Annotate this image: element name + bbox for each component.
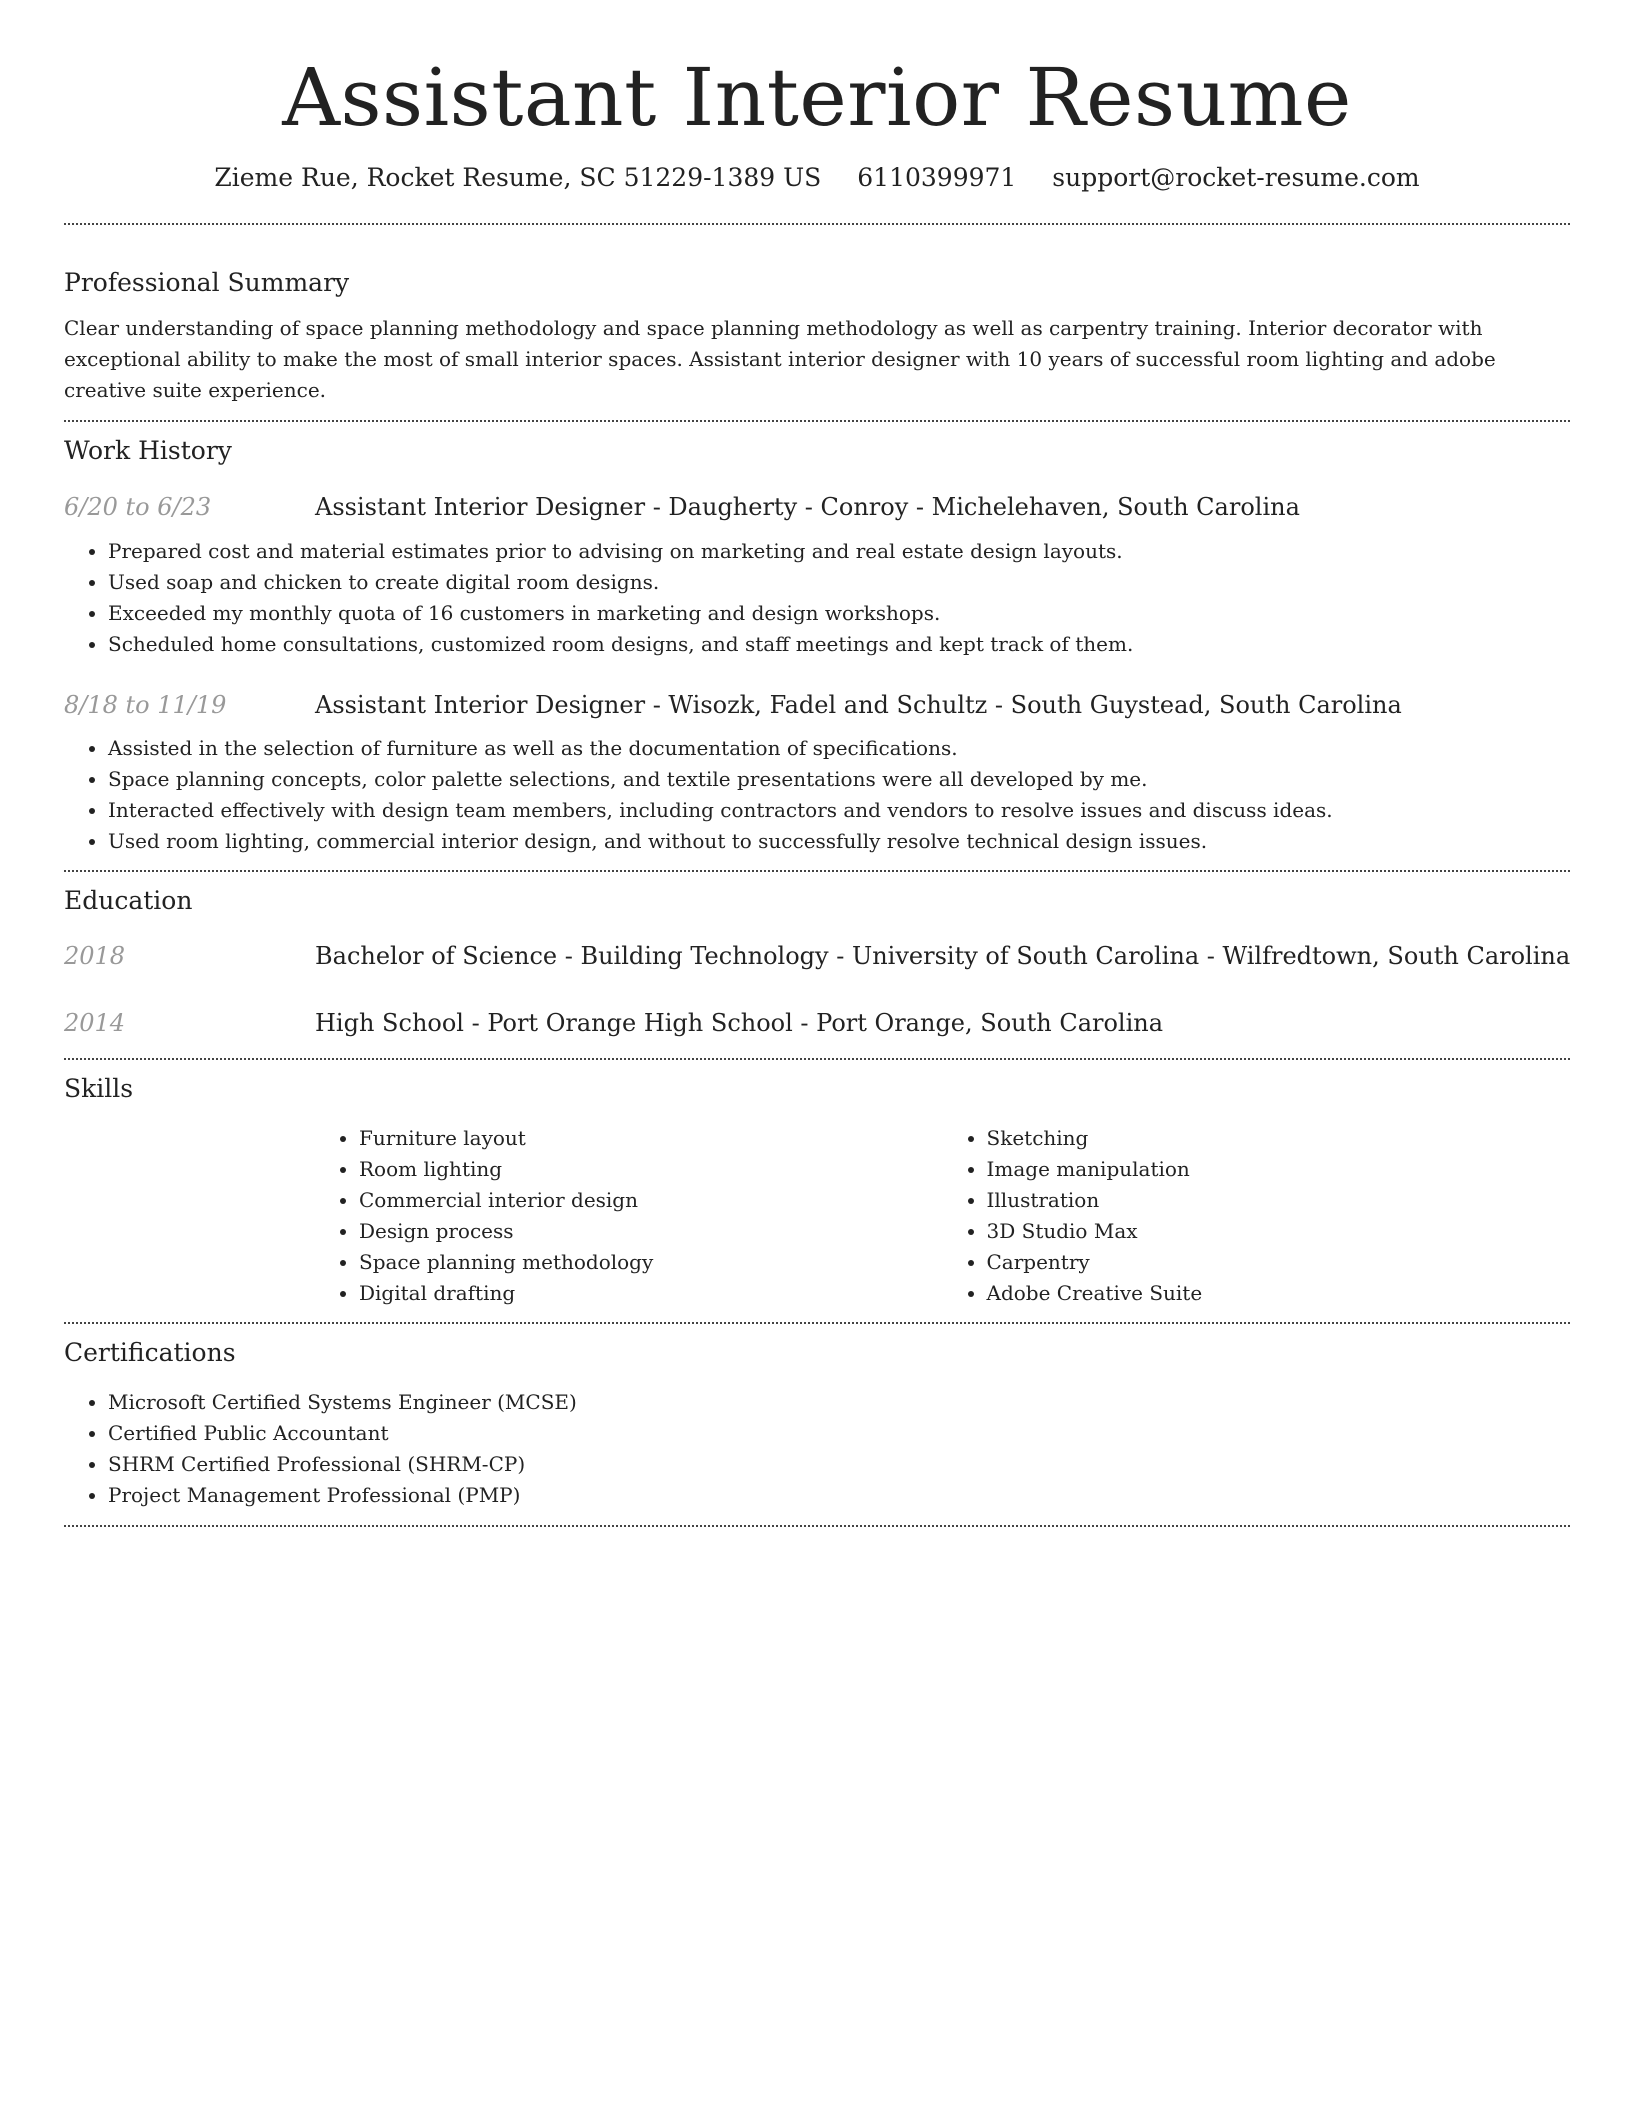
education-heading — [315, 940, 1570, 974]
contact-phone: 6110399971 — [857, 163, 1017, 192]
education-year: 2018 — [64, 942, 126, 971]
job-dates: 8/18 to 11/19 — [64, 690, 227, 719]
section-heading: Work History — [64, 436, 232, 465]
job-heading — [315, 491, 1300, 525]
section-education — [64, 883, 1570, 1040]
skill-item: • Digital drafting — [359, 1278, 943, 1309]
job-bullet: • Assisted in the selection of furniture as well as the documentation of specifications. — [108, 733, 1570, 764]
education-year: 2014 — [64, 1008, 126, 1037]
skill-item: • 3D Studio Max — [987, 1216, 1571, 1247]
skills-columns — [315, 1123, 1570, 1309]
education-heading — [315, 1007, 1163, 1041]
job-entry — [64, 689, 1570, 858]
section-summary — [64, 265, 1570, 406]
job-title: Assistant Interior Designer — [315, 493, 646, 521]
section-heading: Education — [64, 886, 193, 916]
certification-item: • Project Management Professional (PMP) — [108, 1480, 1570, 1511]
skill-item: • Image manipulation — [987, 1154, 1571, 1185]
skill-item: • Commercial interior design — [359, 1185, 943, 1216]
job-title: Assistant Interior Designer — [315, 690, 646, 719]
certifications-list — [64, 1387, 1570, 1511]
divider — [64, 223, 1570, 225]
section-heading: Certifications — [64, 1338, 236, 1368]
resume-title: Assistant Interior Resume — [282, 51, 1352, 144]
contact-line — [64, 160, 1570, 195]
skill-item: • Furniture layout — [359, 1123, 943, 1154]
education-details: - Port Orange High School - Port Orange, South Carolina — [463, 1008, 1164, 1037]
skill-item: • Carpentry — [987, 1247, 1571, 1278]
certification-item: • SHRM Certified Professional (SHRM-CP) — [108, 1449, 1570, 1480]
job-dates: 6/20 to 6/23 — [64, 493, 212, 521]
job-bullet: • Prepared cost and material estimates prior to advising on marketing and real estate design layouts. — [108, 536, 1570, 567]
section-work-history — [64, 433, 1570, 857]
section-heading: Professional Summary — [64, 268, 350, 297]
divider — [64, 870, 1570, 872]
job-bullet: • Used room lighting, commercial interior design, and without to successfully resolve technical design issues. — [108, 826, 1570, 857]
certification-item: • Certified Public Accountant — [108, 1418, 1570, 1449]
job-bullet: • Scheduled home consultations, customized room designs, and staff meetings and kept track of them. — [108, 629, 1570, 660]
divider — [64, 1058, 1570, 1060]
divider — [64, 1322, 1570, 1324]
job-bullets — [64, 536, 1570, 660]
section-skills — [64, 1071, 1570, 1309]
education-entry — [64, 940, 1570, 974]
job-details: - Daugherty - Conroy - Michelehaven, South Carolina — [645, 493, 1300, 521]
contact-email: support@rocket-resume.com — [1052, 163, 1420, 192]
job-bullet: • Space planning concepts, color palette selections, and textile presentations were all developed by me. — [108, 764, 1570, 795]
job-header — [64, 491, 1570, 525]
job-heading — [315, 689, 1402, 723]
education-entry — [64, 1007, 1570, 1041]
job-header — [64, 689, 1570, 723]
job-bullets — [64, 733, 1570, 857]
section-heading: Skills — [64, 1074, 134, 1104]
skill-item: • Sketching — [987, 1123, 1571, 1154]
job-bullet: • Exceeded my monthly quota of 16 customers in marketing and design workshops. — [108, 598, 1570, 629]
skills-list-right — [943, 1123, 1571, 1309]
certification-item: • Microsoft Certified Systems Engineer (MCSE) — [108, 1387, 1570, 1418]
summary-text: Clear understanding of space planning methodology and space planning methodology as well as carpentry training. Interior decorator with exceptional ability to make the most of small interior spaces. Assistant interior designer with 10 years of successful room lighting and adobe creative suite experience. — [64, 316, 1496, 402]
skills-list-left — [315, 1123, 943, 1309]
contact-address: Zieme Rue, Rocket Resume, SC 51229-1389 US — [214, 163, 822, 192]
job-bullet: • Used soap and chicken to create digital room designs. — [108, 567, 1570, 598]
skill-item: • Space planning methodology — [359, 1247, 943, 1278]
skill-item: • Adobe Creative Suite — [987, 1278, 1571, 1309]
divider — [64, 420, 1570, 422]
section-certifications — [64, 1335, 1570, 1511]
resume-page — [64, 0, 1570, 1527]
job-bullet: • Interacted effectively with design team members, including contractors and vendors to resolve issues and discuss ideas. — [108, 795, 1570, 826]
skill-item: • Illustration — [987, 1185, 1571, 1216]
skill-item: • Design process — [359, 1216, 943, 1247]
job-entry — [64, 491, 1570, 660]
education-degree: High School — [315, 1008, 464, 1037]
education-degree: Bachelor of Science - Building Technology — [315, 942, 829, 971]
job-details: - Wisozk, Fadel and Schultz - South Guystead, South Carolina — [645, 690, 1402, 719]
skill-item: • Room lighting — [359, 1154, 943, 1185]
education-details: - University of South Carolina - Wilfredtown, South Carolina — [828, 942, 1571, 971]
divider — [64, 1525, 1570, 1527]
